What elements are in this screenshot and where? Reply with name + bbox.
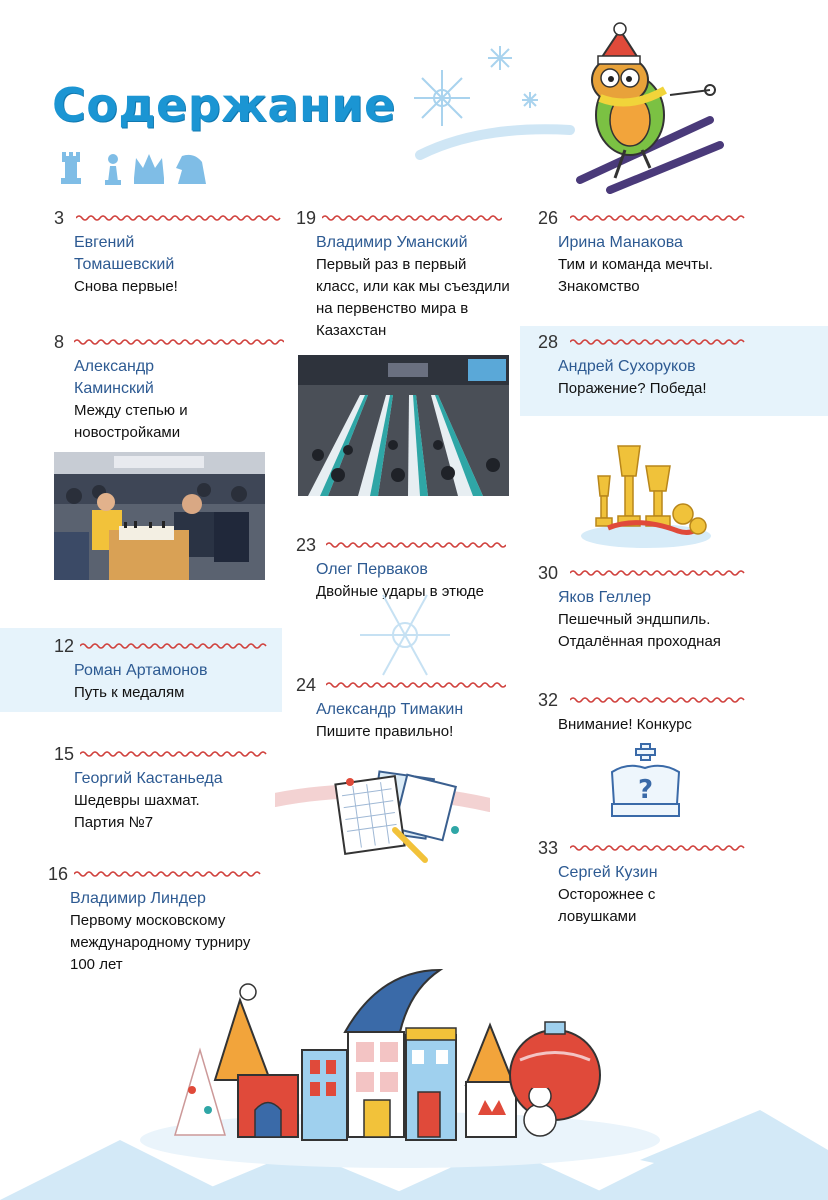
toc-entry-32[interactable] [538,690,768,736]
toc-entry-24[interactable] [296,675,526,743]
toc-entry-19[interactable] [296,208,526,342]
article-title: Осторожнее с ловушками [558,886,656,925]
chess-tournament-photo [54,452,265,580]
wave-divider [570,214,748,222]
article-title: Внимание! Конкурс [558,716,692,733]
wave-divider [80,642,270,650]
page-title: Содержание [52,78,396,132]
wave-divider [570,338,748,346]
author-name: Андрей Сухоруков [558,358,696,375]
author-name: Яков Геллер [558,589,652,606]
author-name: Ирина Манакова [558,234,683,251]
article-title: Двойные удары в этюде [316,583,484,600]
author-name: Георгий Кастаньеда [74,770,223,787]
page-number: 24 [296,675,317,695]
toc-entry-15[interactable] [54,744,284,834]
article-title: Первому московскому международному турниру 100 лет [70,912,251,973]
author-name: Евгений Томашевский [74,234,175,273]
wave-divider [322,214,502,222]
page-number: 3 [54,208,65,228]
snowflake-icon [345,585,465,685]
article-title: Тим и команда мечты. Знакомство [558,256,713,295]
toc-entry-8[interactable] [54,332,284,444]
knight-icon [176,155,206,184]
snowflake-decoration [400,30,580,160]
toc-entry-3[interactable] [54,208,284,298]
author-name: Олег Перваков [316,561,428,578]
page-number: 12 [54,636,75,656]
wave-divider [570,569,748,577]
chess-pieces-icon [60,150,210,186]
article-title: Пишите правильно! [316,723,454,740]
article-title: Между степью и новостройками [74,402,188,441]
article-title: Снова первые! [74,278,178,295]
tournament-hall-photo [298,355,509,496]
page-number: 28 [538,332,559,352]
toc-entry-26[interactable] [538,208,768,298]
wave-divider [74,338,284,346]
page-number: 19 [296,208,317,228]
wave-divider [570,844,748,852]
page-number: 30 [538,563,559,583]
skiing-owl-illustration [570,20,730,195]
article-title: Шедевры шахмат. Партия №7 [74,792,200,831]
rook-icon [61,152,81,184]
page-number: 15 [54,744,75,764]
page-number: 8 [54,332,65,352]
author-name: Сергей Кузин [558,864,658,881]
author-name: Александр Тимакин [316,701,464,718]
page-number: 33 [538,838,559,858]
wave-divider [326,541,506,549]
pawn-icon [105,154,121,185]
trophies-illustration [578,436,713,551]
author-name: Роман Артамонов [74,662,208,679]
toc-entry-12[interactable] [54,636,284,704]
page-number: 16 [48,864,69,884]
page-number: 23 [296,535,317,555]
article-title: Пешечный эндшпиль. Отдалённая проходная [558,611,721,650]
author-name: Владимир Уманский [316,234,468,251]
crown-question-icon [608,742,683,820]
page-number: 32 [538,690,559,710]
winter-town-illustration [0,960,828,1200]
toc-entry-30[interactable] [538,563,768,653]
article-title: Путь к медалям [74,684,185,701]
notebook-illustration [275,760,490,865]
wave-divider [326,681,506,689]
article-title: Первый раз в первый класс, или как мы съездили на первенство мира в Казахстан [316,256,510,339]
author-name: Владимир Линдер [70,890,206,907]
wave-divider [80,750,270,758]
author-name: Александр Каминский [74,358,155,397]
toc-entry-28[interactable] [538,332,768,400]
wave-divider [76,214,284,222]
page-number: 26 [538,208,559,228]
wave-divider [570,696,748,704]
svg-text:?: ? [637,775,654,805]
article-title: Поражение? Победа! [558,380,707,397]
wave-divider [74,870,264,878]
crown-icon [134,154,164,184]
toc-entry-33[interactable] [538,838,768,928]
